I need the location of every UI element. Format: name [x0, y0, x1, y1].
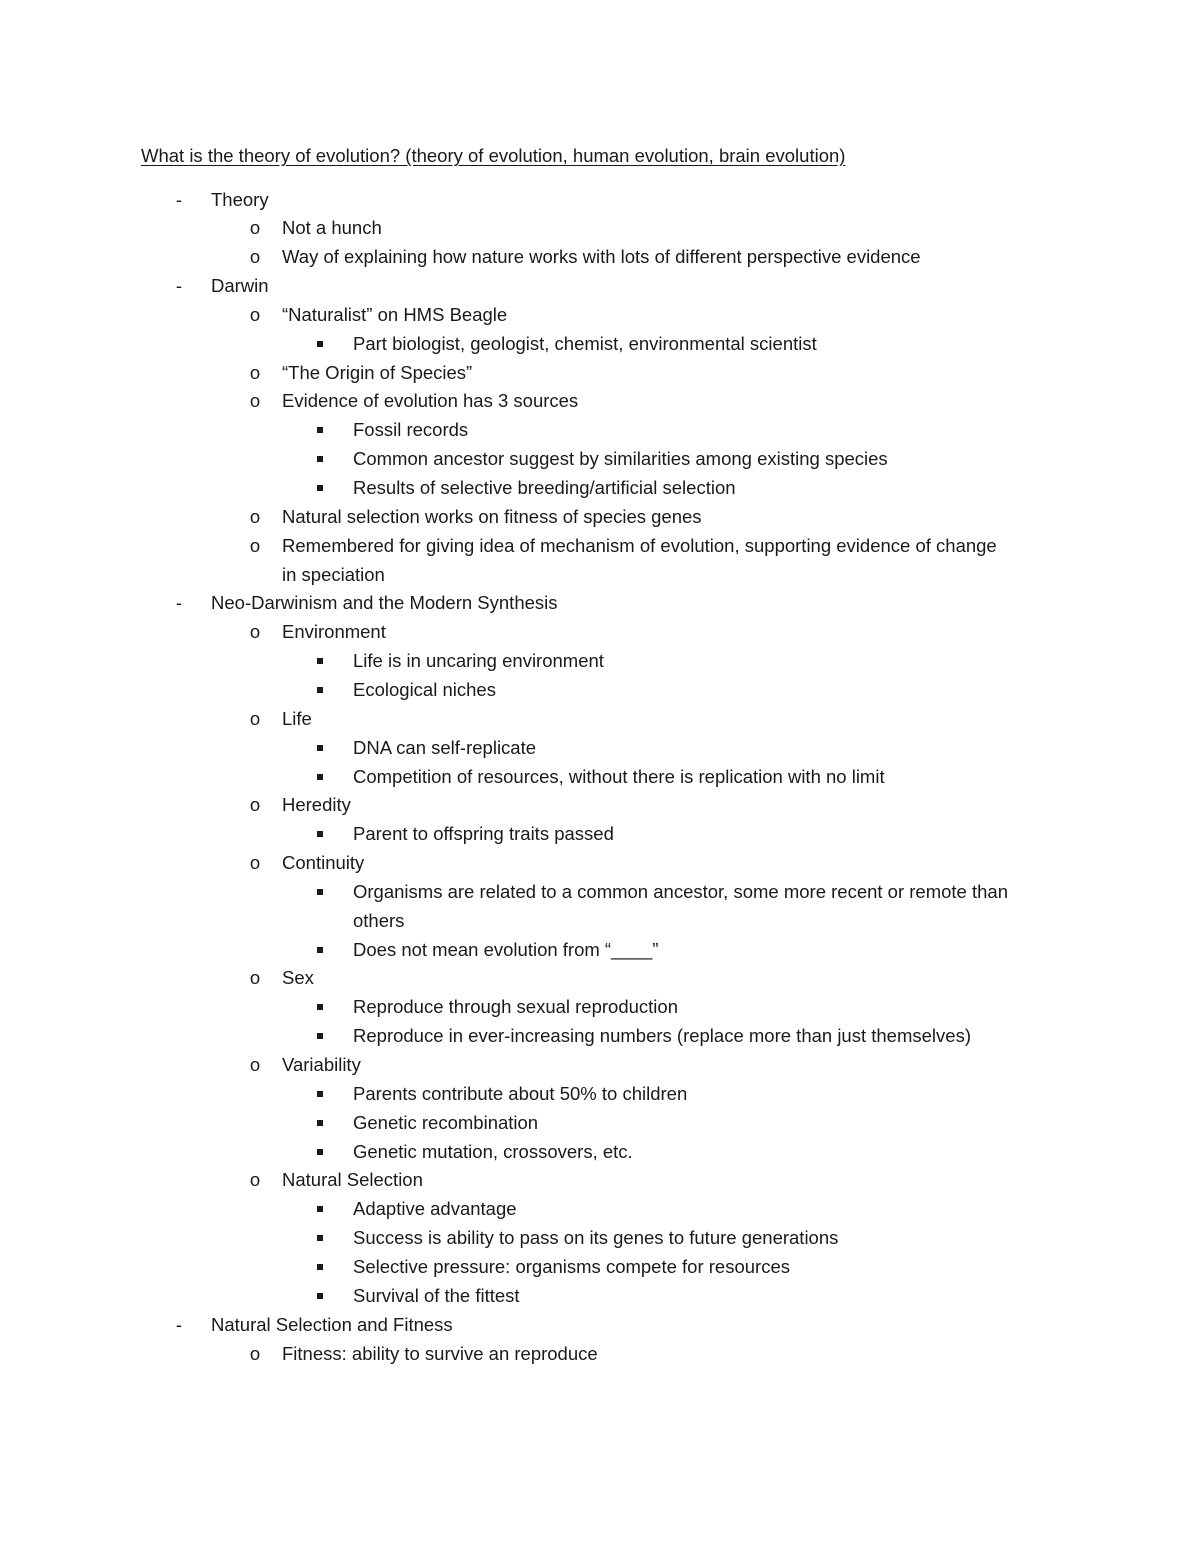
- list-item-level-3: Common ancestor suggest by similarities among existing species: [353, 448, 888, 470]
- square-bullet-icon: [317, 1091, 323, 1097]
- square-bullet-icon: [317, 1206, 323, 1212]
- list-item-level-2: Variability: [282, 1054, 361, 1075]
- list-item-level-3: Selective pressure: organisms compete for resources: [353, 1255, 790, 1277]
- list-item-level-1: Natural Selection and Fitness: [211, 1313, 453, 1335]
- list-item-level-2: “Naturalist” on HMS Beagle: [282, 303, 508, 325]
- list-item-level-3: Success is ability to pass on its genes to future generations: [353, 1227, 839, 1249]
- list-item-continuation: others: [353, 909, 405, 931]
- circle-bullet-icon: o: [249, 1169, 261, 1191]
- dash-bullet-icon: -: [175, 592, 183, 614]
- circle-bullet-icon: o: [249, 852, 261, 874]
- list-item-level-2: Not a hunch: [282, 217, 382, 239]
- list-item-level-3: Fossil records: [353, 419, 469, 441]
- circle-bullet-icon: o: [249, 534, 261, 556]
- square-bullet-icon: [317, 658, 323, 664]
- circle-bullet-icon: o: [249, 246, 261, 268]
- list-item-level-3: Reproduce through sexual reproduction: [353, 996, 678, 1018]
- list-item-level-3: Results of selective breeding/artificial selection: [353, 477, 736, 498]
- list-item-level-3: Parents contribute about 50% to children: [353, 1082, 688, 1104]
- circle-bullet-icon: o: [249, 1342, 261, 1364]
- circle-bullet-icon: o: [249, 707, 261, 729]
- square-bullet-icon: [317, 947, 323, 953]
- circle-bullet-icon: o: [249, 967, 261, 989]
- circle-bullet-icon: o: [249, 621, 261, 643]
- square-bullet-icon: [317, 774, 323, 780]
- list-item-level-2: Evidence of evolution has 3 sources: [282, 390, 579, 412]
- square-bullet-icon: [317, 341, 323, 347]
- square-bullet-icon: [317, 1033, 323, 1039]
- square-bullet-icon: [317, 1004, 323, 1010]
- list-item-level-1: Darwin: [211, 275, 269, 297]
- list-item-continuation: in speciation: [282, 563, 385, 585]
- circle-bullet-icon: o: [249, 217, 261, 239]
- list-item-level-2: “The Origin of Species”: [282, 361, 473, 383]
- page-title: What is the theory of evolution? (theory of evolution, human evolution, brain evolution): [141, 145, 846, 166]
- list-item-level-2: Way of explaining how nature works with lots of different perspective evidence: [282, 246, 921, 268]
- list-item-level-3: DNA can self-replicate: [353, 736, 537, 758]
- circle-bullet-icon: o: [249, 361, 261, 383]
- circle-bullet-icon: o: [249, 303, 261, 325]
- list-item-level-2: Life: [282, 707, 312, 729]
- square-bullet-icon: [317, 485, 323, 491]
- circle-bullet-icon: o: [249, 390, 261, 412]
- list-item-level-3: Does not mean evolution from “____”: [353, 938, 659, 960]
- list-item-level-3: Genetic mutation, crossovers, etc.: [353, 1140, 633, 1162]
- list-item-level-1: Theory: [211, 188, 269, 210]
- list-item-level-2: Remembered for giving idea of mechanism of evolution, supporting evidence of change: [282, 534, 997, 556]
- circle-bullet-icon: o: [249, 794, 261, 816]
- list-item-level-2: Fitness: ability to survive an reproduce: [282, 1342, 598, 1364]
- dash-bullet-icon: -: [175, 1313, 183, 1335]
- list-item-level-2: Natural selection works on fitness of species genes: [282, 505, 702, 527]
- list-item-level-3: Adaptive advantage: [353, 1198, 517, 1220]
- square-bullet-icon: [317, 1120, 323, 1126]
- list-item-level-3: Ecological niches: [353, 678, 496, 700]
- list-item-level-3: Life is in uncaring environment: [353, 650, 604, 672]
- list-item-level-3: Parent to offspring traits passed: [353, 823, 614, 845]
- square-bullet-icon: [317, 1235, 323, 1241]
- list-item-level-3: Competition of resources, without there is replication with no limit: [353, 765, 885, 787]
- dash-bullet-icon: -: [175, 275, 183, 297]
- list-item-level-2: Natural Selection: [282, 1169, 423, 1191]
- square-bullet-icon: [317, 427, 323, 433]
- list-item-level-3: Survival of the fittest: [353, 1284, 520, 1306]
- circle-bullet-icon: o: [249, 505, 261, 527]
- list-item-level-2: Heredity: [282, 794, 351, 816]
- square-bullet-icon: [317, 745, 323, 751]
- square-bullet-icon: [317, 687, 323, 693]
- square-bullet-icon: [317, 1293, 323, 1299]
- square-bullet-icon: [317, 831, 323, 837]
- square-bullet-icon: [317, 1149, 323, 1155]
- list-item-level-2: Sex: [282, 967, 314, 989]
- list-item-level-3: Organisms are related to a common ancestor, some more recent or remote than: [353, 880, 1008, 902]
- list-item-level-3: Reproduce in ever-increasing numbers (replace more than just themselves): [353, 1025, 971, 1047]
- list-item-level-3: Part biologist, geologist, chemist, environmental scientist: [353, 332, 817, 354]
- square-bullet-icon: [317, 1264, 323, 1270]
- list-item-level-1: Neo-Darwinism and the Modern Synthesis: [211, 592, 558, 614]
- square-bullet-icon: [317, 889, 323, 895]
- dash-bullet-icon: -: [175, 188, 183, 210]
- list-item-level-2: Environment: [282, 621, 386, 643]
- list-item-level-3: Genetic recombination: [353, 1111, 539, 1133]
- list-item-level-2: Continuity: [282, 852, 365, 874]
- circle-bullet-icon: o: [249, 1054, 261, 1075]
- square-bullet-icon: [317, 456, 323, 462]
